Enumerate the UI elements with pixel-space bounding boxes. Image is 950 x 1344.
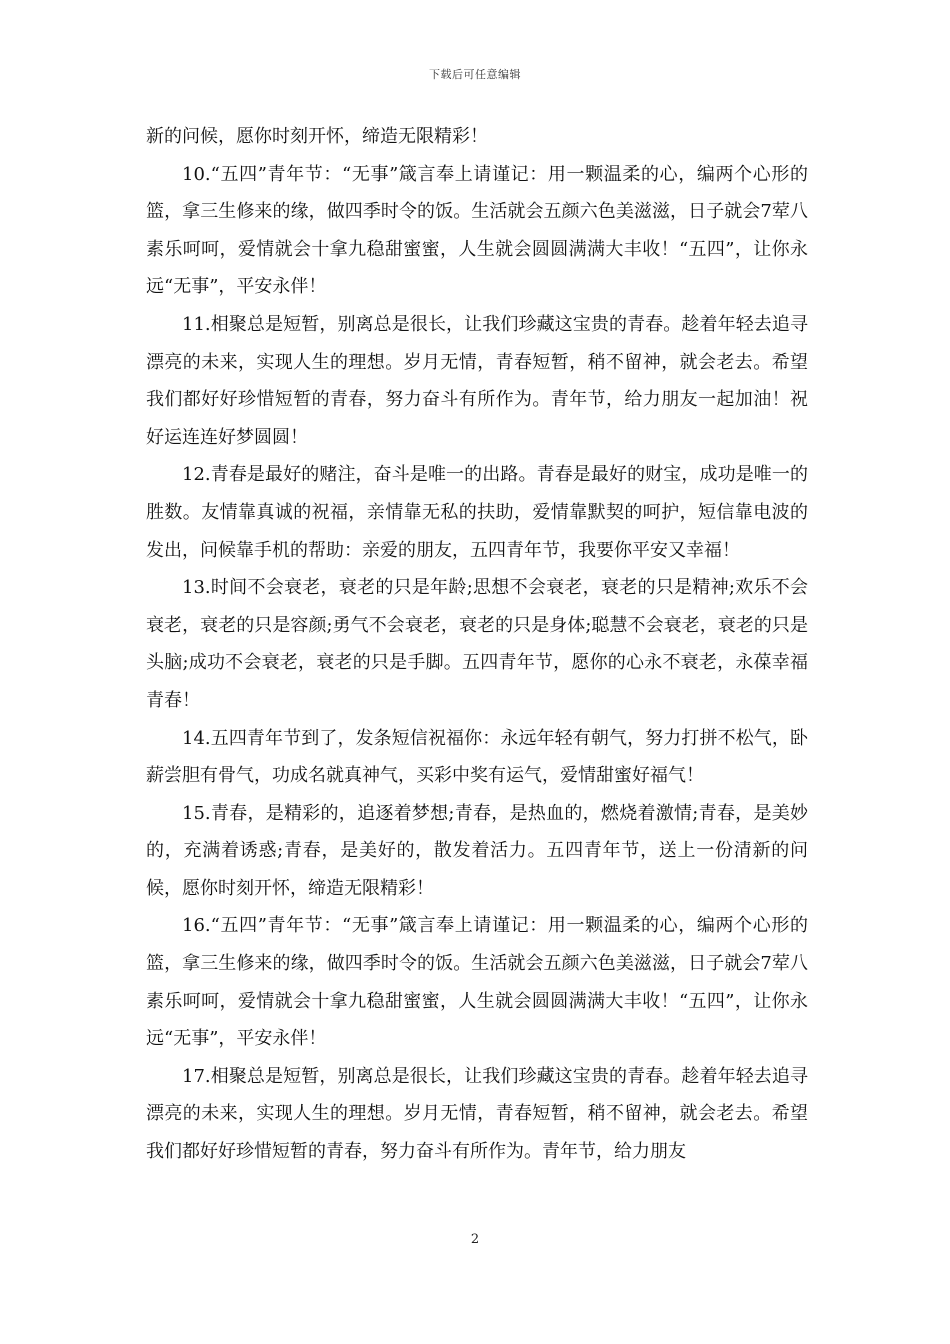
paragraph-item-10: 10.“五四”青年节：“无事”箴言奉上请谨记：用一颗温柔的心，编两个心形的篮，拿三生修来的缘，做四季时令的饭。生活就会五颜六色美滋滋，日子就会7荤八素乐呵呵，爱情就会十拿九稳甜蜜蜜，人生就会圆圆满满大丰收！“五四”，让你永远“无事”，平安永伴！ xyxy=(146,163,808,298)
paragraph-item-14: 14.五四青年节到了，发条短信祝福你：永远年轻有朝气，努力打拼不松气，卧薪尝胆有骨气，功成名就真神气，买彩中奖有运气，爱情甜蜜好福气！ xyxy=(146,727,808,787)
page-number: 2 xyxy=(470,1232,480,1247)
paragraph-continuation: 新的问候，愿你时刻开怀，缔造无限精彩！ xyxy=(146,126,488,147)
page-header: 下载后可任意编辑 xyxy=(429,68,521,81)
paragraph-item-15: 15.青春，是精彩的，追逐着梦想;青春，是热血的，燃烧着激情;青春，是美妙的，充满着诱惑;青春，是美好的，散发着活力。五四青年节，送上一份清新的问候，愿你时刻开怀，缔造无限精彩！ xyxy=(146,802,808,899)
body-text xyxy=(146,118,808,1171)
paragraph-item-11: 11.相聚总是短暂，别离总是很长，让我们珍藏这宝贵的青春。趁着年轻去追寻漂亮的未来，实现人生的理想。岁月无情，青春短暂，稍不留神，就会老去。希望我们都好好珍惜短暂的青春，努力奋斗有所作为。青年节，给力朋友一起加油！祝好运连连好梦圆圆！ xyxy=(146,313,808,448)
paragraph-item-17: 17.相聚总是短暂，别离总是很长，让我们珍藏这宝贵的青春。趁着年轻去追寻漂亮的未来，实现人生的理想。岁月无情，青春短暂，稍不留神，就会老去。希望我们都好好珍惜短暂的青春，努力奋斗有所作为。青年节，给力朋友 xyxy=(146,1065,808,1163)
paragraph-item-13: 13.时间不会衰老，衰老的只是年龄;思想不会衰老，衰老的只是精神;欢乐不会衰老，衰老的只是容颜;勇气不会衰老，衰老的只是身体;聪慧不会衰老，衰老的只是头脑;成功不会衰老，衰老的只是手脚。五四青年节，愿你的心永不衰老，永葆幸福青春！ xyxy=(146,577,808,711)
paragraph-item-16: 16.“五四”青年节：“无事”箴言奉上请谨记：用一颗温柔的心，编两个心形的篮，拿三生修来的缘，做四季时令的饭。生活就会五颜六色美滋滋，日子就会7荤八素乐呵呵，爱情就会十拿九稳甜蜜蜜，人生就会圆圆满满大丰收！“五四”，让你永远“无事”，平安永伴！ xyxy=(146,915,808,1050)
paragraph-item-12: 12.青春是最好的赌注，奋斗是唯一的出路。青春是最好的财宝，成功是唯一的胜数。友情靠真诚的祝福，亲情靠无私的扶助，爱情靠默契的呵护，短信靠电波的发出，问候靠手机的帮助：亲爱的朋友，五四青年节，我要你平安又幸福！ xyxy=(146,464,808,561)
